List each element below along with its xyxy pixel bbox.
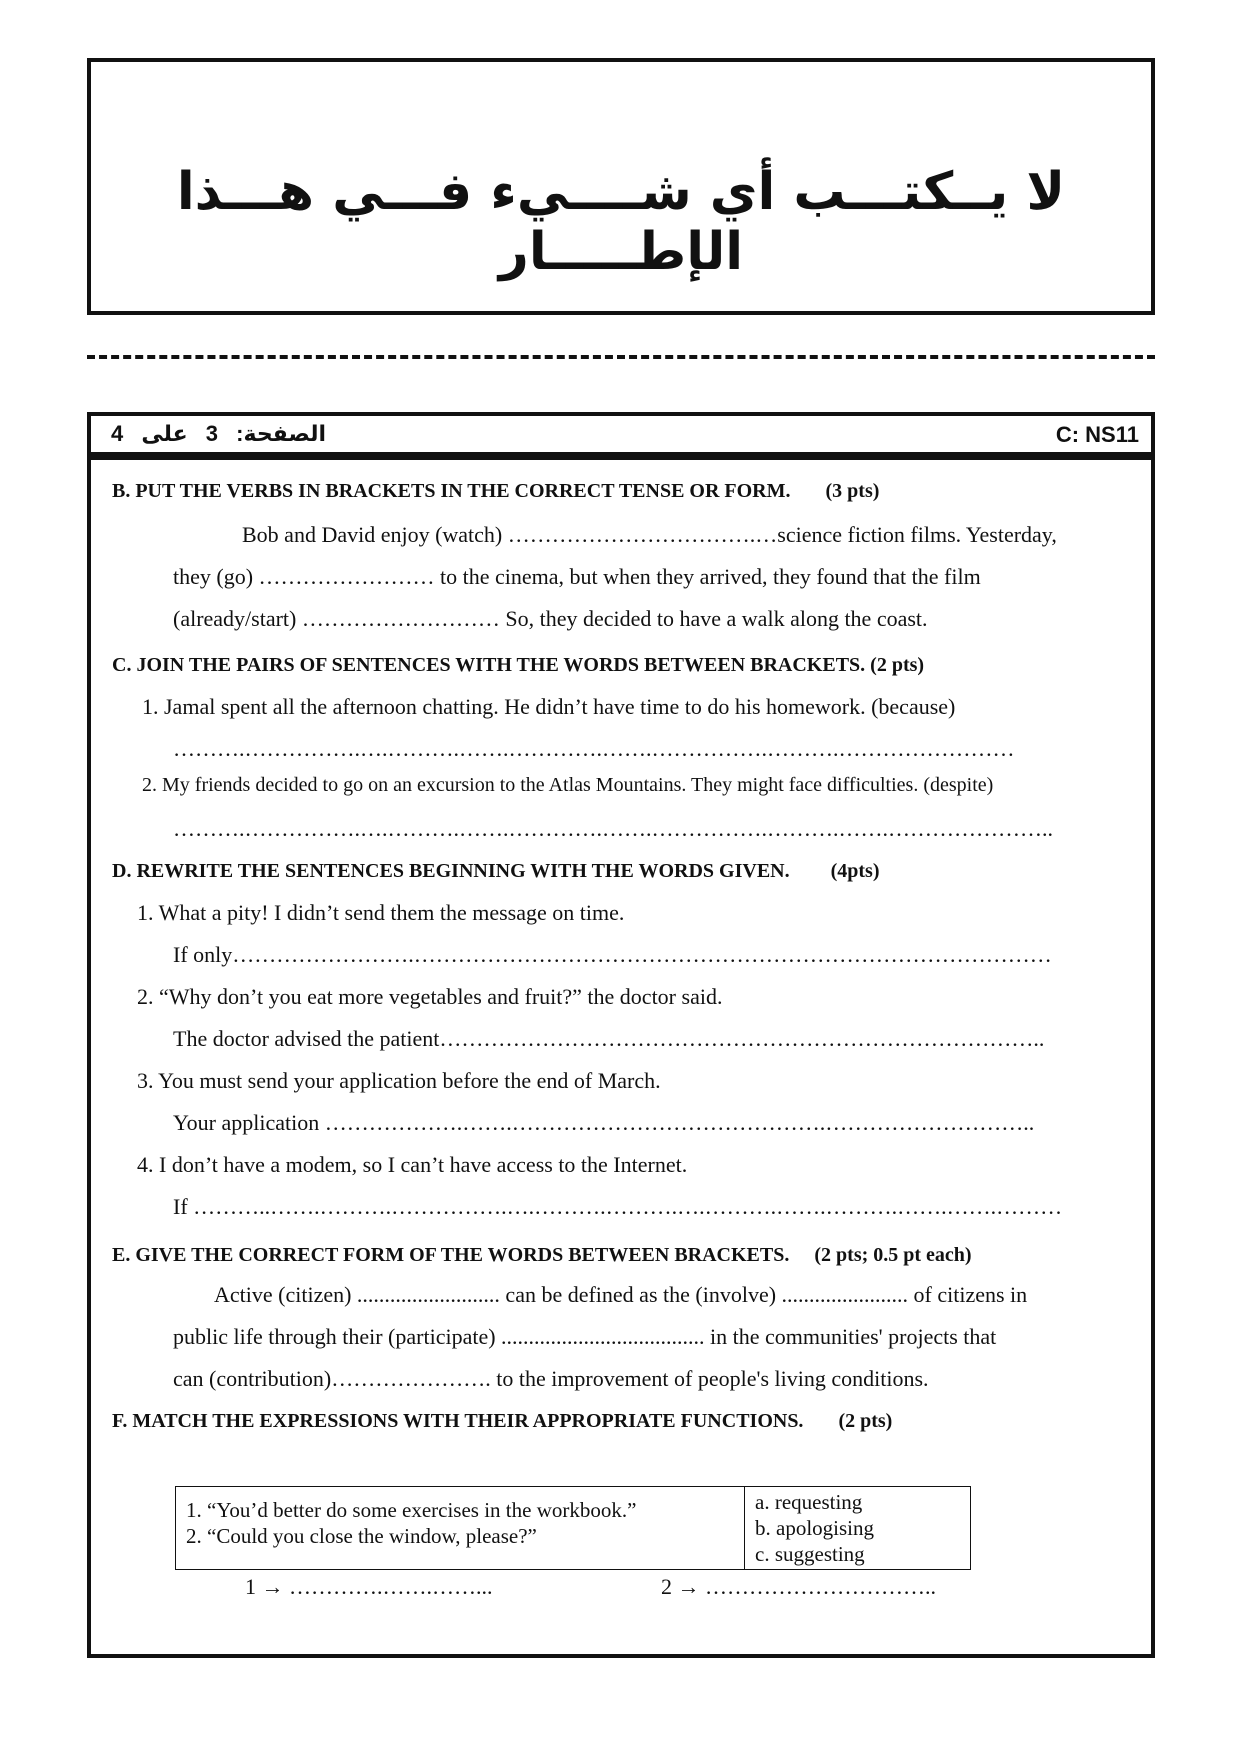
section-b-line-3: (already/start) ……………………… So, they decided to have a walk along the coast. — [173, 606, 928, 631]
function-c: c. suggesting — [755, 1542, 865, 1566]
section-d-points: (4pts) — [830, 860, 880, 882]
section-c-heading: C. JOIN THE PAIRS OF SENTENCES WITH THE WORDS BETWEEN BRACKETS. (2 pts) — [112, 654, 925, 676]
function-a: a. requesting — [755, 1490, 863, 1514]
section-d-item-2-answer: The doctor advised the patient……………………………………………………………………….. — [173, 1026, 1045, 1051]
section-e-line-1: Active (citizen) .......................... can be defined as the (involve) ....................... of citizens in — [214, 1282, 1028, 1307]
function-b: b. apologising — [755, 1516, 874, 1540]
section-d-item-3-answer: Your application ……………….…….…………………………………….……………………….. — [173, 1110, 1035, 1135]
do-not-write-warning: لا يــكتـــب أي شــــيء فـــي هـــذا الإطـــــار — [176, 162, 1066, 282]
expressions-cell — [176, 1487, 745, 1570]
section-d-item-1-answer: If only…………………….…………………………………………………………………………… — [173, 942, 1052, 967]
section-f-points: (2 pts) — [838, 1410, 893, 1432]
section-e-title: E. GIVE THE CORRECT FORM OF THE WORDS BETWEEN BRACKETS. — [112, 1244, 790, 1266]
page-current: 3 — [205, 421, 219, 446]
section-d-item-3: 3. You must send your application before the end of March. — [137, 1068, 661, 1093]
section-c-item-1-answer: ……….…………….….……….…….………….…….…………….……….…………………… — [173, 736, 1015, 761]
section-f-heading — [112, 1410, 892, 1433]
expression-2: 2. “Could you close the window, please?” — [186, 1524, 537, 1548]
functions-cell — [745, 1487, 971, 1570]
section-d-item-2: 2. “Why don’t you eat more vegetables and fruit?” the doctor said. — [137, 984, 723, 1009]
match-answer-2: 2 → ………………………….. — [661, 1574, 936, 1599]
section-d-title: D. REWRITE THE SENTENCES BEGINNING WITH THE WORDS GIVEN. — [112, 860, 790, 882]
page-of: على — [141, 421, 188, 446]
section-d-item-4: 4. I don’t have a modem, so I can’t have access to the Internet. — [137, 1152, 688, 1177]
section-f-title: F. MATCH THE EXPRESSIONS WITH THEIR APPROPRIATE FUNCTIONS. — [112, 1410, 804, 1432]
section-c-item-1: 1. Jamal spent all the afternoon chatting. He didn’t have time to do his homework. (because) — [142, 694, 956, 719]
section-b-title: B. PUT THE VERBS IN BRACKETS IN THE CORRECT TENSE OR FORM. — [112, 480, 791, 502]
section-b-heading — [112, 480, 879, 503]
do-not-write-frame — [87, 58, 1155, 315]
match-answer-1: 1 → ………….…….……... — [245, 1574, 493, 1599]
section-e-heading — [112, 1244, 972, 1267]
section-e-line-2: public life through their (participate) ..................................... in the communities' projects that — [173, 1324, 997, 1349]
page-total: 4 — [111, 421, 124, 446]
section-c-item-2: 2. My friends decided to go on an excursion to the Atlas Mountains. They might face difficulties. (despite) — [142, 774, 994, 796]
page-header-bar — [87, 412, 1155, 456]
matching-table — [175, 1486, 971, 1570]
section-d-heading — [112, 860, 880, 883]
section-b-points: (3 pts) — [825, 480, 880, 502]
page-indicator — [105, 421, 332, 447]
section-b-line-2: they (go) …………………… to the cinema, but when they arrived, they found that the film — [173, 564, 981, 589]
cut-line — [87, 355, 1155, 359]
section-d-item-1: 1. What a pity! I didn’t send them the message on time. — [137, 900, 625, 925]
section-c-item-2-answer: ……….…………….….……….…….………….…….…………….……….…….………………….. — [173, 816, 1053, 841]
section-d-item-4-answer: If ………..…….……….…………….….……….……….….……….…….……….…….…….……… — [173, 1194, 1063, 1219]
exam-content-frame — [87, 456, 1155, 1658]
section-e-points: (2 pts; 0.5 pt each) — [814, 1244, 972, 1266]
exam-code: C: NS11 — [1055, 422, 1139, 447]
section-e-line-3: can (contribution)…………………. to the improvement of people's living conditions. — [173, 1366, 929, 1391]
page-label: الصفحة: — [236, 421, 326, 446]
expression-1: 1. “You’d better do some exercises in the workbook.” — [186, 1498, 637, 1522]
section-b-line-1: Bob and David enjoy (watch) …………………………….…science fiction films. Yesterday, — [242, 522, 1057, 547]
